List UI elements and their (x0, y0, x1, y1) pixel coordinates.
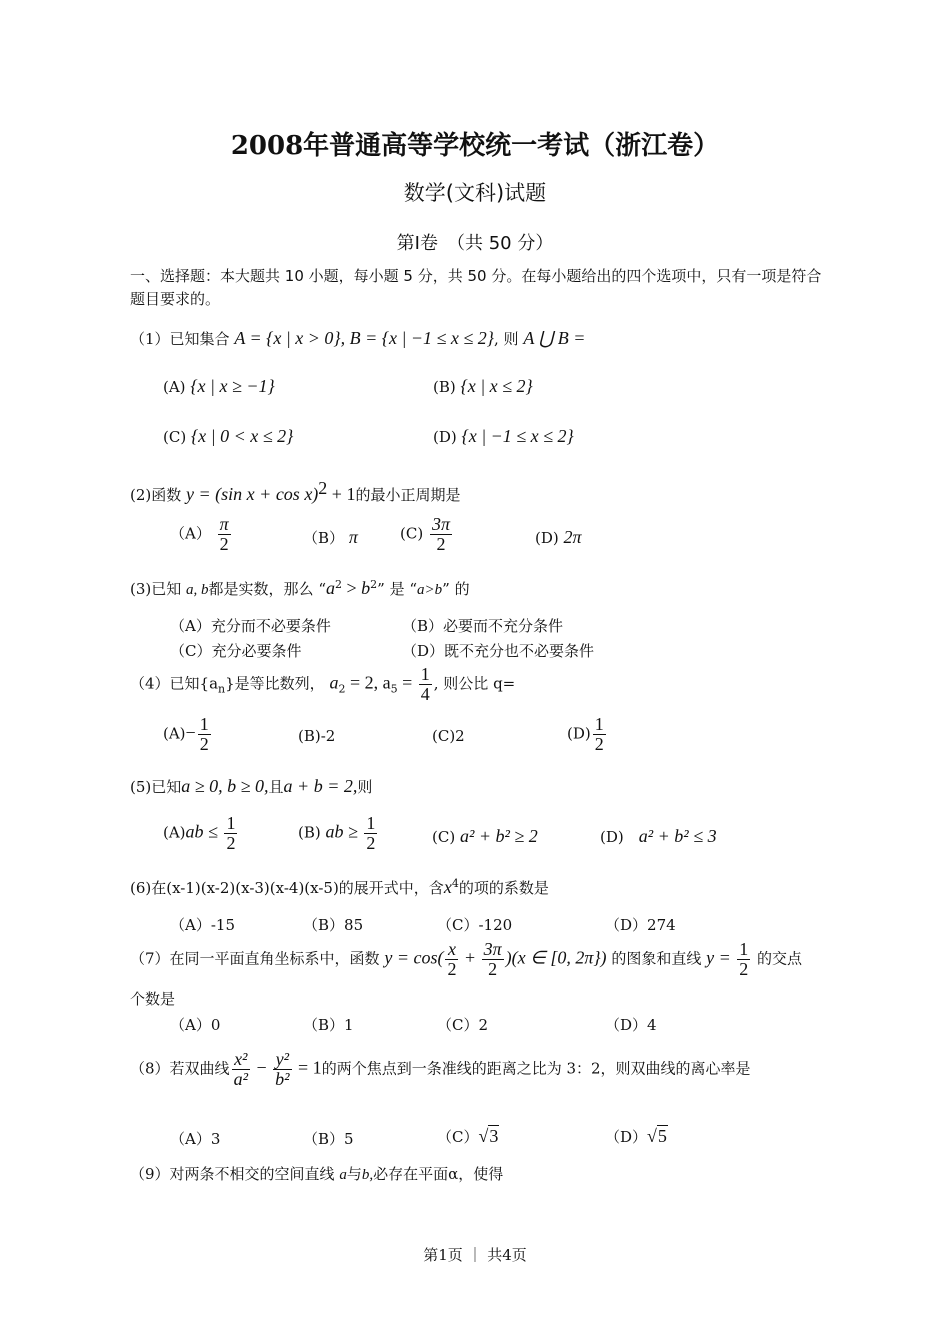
question-tail: 的最小正周期是 (355, 486, 461, 504)
equation-rhs: = 1 (293, 1057, 322, 1078)
exponent: 2 (334, 578, 342, 591)
question-stem: 已知{a (169, 674, 219, 693)
radicand: 3 (489, 1126, 499, 1146)
fraction (364, 814, 377, 853)
denominator: b² (275, 1068, 290, 1089)
operator: = (397, 672, 417, 693)
q4-option-a[interactable] (163, 715, 213, 754)
question-tail: ” 的 (442, 580, 470, 598)
q6-option-c[interactable]: （C）-120 (437, 916, 513, 934)
q4-option-b[interactable]: (B)-2 (298, 727, 336, 745)
set-expression: A = {x | x > 0}, B = {x | −1 ≤ x ≤ 2} (234, 328, 494, 348)
var-a: a (325, 578, 335, 598)
q1-option-d[interactable] (433, 426, 574, 447)
denominator: 2 (226, 832, 236, 853)
denominator: 2 (219, 533, 229, 554)
q2-option-b[interactable] (303, 527, 358, 548)
option-label: (D) (535, 529, 559, 547)
condition-expression: a ≥ 0, b ≥ 0, (181, 776, 269, 796)
denominator: 4 (420, 683, 430, 704)
question-tail: 则 (357, 778, 373, 796)
option-text: {x | −1 ≤ x ≤ 2} (461, 426, 574, 446)
question-7 (130, 940, 802, 979)
operator: > (341, 578, 362, 598)
question-stem: 函数 (151, 486, 182, 504)
q3-option-b[interactable]: （B）必要而不充分条件 (402, 617, 564, 635)
question-stem: }是等比数列， (225, 674, 325, 693)
variables: a, b (186, 582, 209, 598)
question-4 (130, 665, 515, 704)
question-number: (5) (130, 778, 152, 796)
question-stem: 已知 (151, 778, 182, 796)
fraction (445, 940, 458, 979)
option-label: (D) (600, 828, 624, 846)
question-stem: 若双曲线 (169, 1059, 230, 1078)
page-title: 2008年普通高等学校统一考试（浙江卷） (230, 131, 720, 161)
q2-option-c[interactable] (400, 515, 454, 554)
operator: + (460, 947, 480, 968)
option-label: (A) (163, 724, 186, 743)
option-label: (C) (163, 428, 187, 446)
question-number: （1） (130, 330, 170, 348)
q6-option-d[interactable]: （D）274 (605, 916, 676, 934)
page-footer: 第1页 ｜ 共4页 (423, 1246, 527, 1264)
fraction (232, 1050, 250, 1089)
question-mid: ” 是 “ (377, 580, 418, 598)
numerator: x (445, 940, 458, 960)
fraction (419, 665, 432, 704)
denominator: 2 (436, 533, 446, 554)
question-8 (130, 1050, 751, 1089)
numerator: x² (232, 1050, 250, 1070)
numerator: 1 (739, 939, 749, 959)
line-b: b, (361, 1167, 374, 1183)
denominator: a² (233, 1068, 248, 1089)
sqrt-icon: √3 (478, 1126, 499, 1146)
question-9 (130, 1163, 503, 1184)
option-text: ab ≥ (325, 821, 363, 842)
option-label: (C) (400, 524, 424, 543)
volume-heading: 第Ⅰ卷 （共 50 分） (396, 233, 554, 254)
option-text: π (348, 527, 358, 547)
question-stem: 在(x-1)(x-2)(x-3)(x-4)(x-5)的展开式中，含 (151, 879, 444, 897)
numerator: 3π (431, 514, 450, 534)
option-text: ab ≤ (185, 821, 223, 842)
question-number: （8） (130, 1059, 170, 1078)
variable: x (443, 877, 452, 897)
term: a (329, 672, 339, 693)
denominator: 2 (199, 733, 209, 754)
q7-option-c[interactable]: （C）2 (437, 1016, 489, 1034)
question-2 (130, 478, 460, 505)
fraction (198, 715, 211, 754)
option-label: (A) (163, 823, 186, 842)
question-mid: 的图象和直线 (611, 949, 702, 968)
q1-option-b[interactable] (433, 376, 533, 397)
question-number: (2) (130, 486, 152, 504)
subscript: 5 (390, 682, 398, 696)
line-expression: y = (706, 947, 736, 968)
option-label: (B) (298, 823, 321, 842)
term: = 2, a (345, 672, 391, 693)
numerator: 1 (420, 664, 430, 684)
condition: a>b (417, 582, 443, 598)
q5-option-d[interactable] (600, 826, 717, 847)
q6-option-b[interactable]: （B）85 (303, 916, 364, 934)
question-3 (130, 578, 470, 599)
q2-option-d[interactable] (535, 527, 582, 548)
subscript: n (218, 682, 226, 696)
question-number: (6) (130, 879, 152, 897)
numerator: y² (273, 1050, 291, 1070)
fraction (430, 515, 452, 554)
question-5 (130, 776, 372, 797)
function-expression: y = (sin x + cos x) (186, 484, 319, 504)
question-number: （4） (130, 674, 170, 693)
numerator: π (219, 514, 229, 534)
sign: − (185, 722, 196, 743)
q7-option-b[interactable]: （B）1 (303, 1016, 354, 1034)
section-intro: 一、选择题：本大题共 10 小题，每小题 5 分，共 50 分。在每小题给出的四个选项中，只有一项是符合题目要求的。 (130, 267, 822, 308)
fraction (593, 715, 606, 754)
denominator: 2 (366, 832, 376, 853)
option-label: （D） (605, 1128, 648, 1146)
option-text: 2π (563, 527, 582, 547)
q4-option-d[interactable] (567, 715, 608, 754)
option-text: {x | x ≥ −1} (190, 376, 275, 396)
q1-option-a[interactable] (163, 376, 275, 397)
condition-expression: a + b = 2, (283, 776, 358, 796)
question-number: （7） (130, 949, 170, 968)
page-subtitle: 数学(文科)试题 (403, 181, 547, 205)
option-text: a² + b² ≥ 2 (459, 826, 538, 846)
function-expression: y = cos( (384, 947, 444, 968)
question-tail: 的交点 (757, 949, 803, 968)
question-tail: 必存在平面α，使得 (373, 1165, 504, 1183)
question-stem: 对两条不相交的空间直线 (169, 1165, 335, 1183)
option-label: (A) (163, 378, 186, 396)
numerator: 1 (594, 714, 604, 734)
subscript: 2 (338, 682, 346, 696)
q8-option-c[interactable] (437, 1126, 499, 1147)
option-label: （B） (303, 529, 345, 547)
q6-option-a[interactable]: （A）-15 (170, 916, 235, 934)
question-tail: , 则 (494, 330, 519, 348)
union-expression: A ⋃ B = (523, 328, 586, 348)
question-1 (130, 328, 585, 349)
option-text: {x | x ≤ 2} (460, 376, 533, 396)
numerator: 3π (483, 939, 502, 959)
q3-option-c[interactable]: （C）充分必要条件 (170, 642, 302, 660)
question-mid: 都是实数，那么 “ (208, 580, 326, 598)
q5-option-b[interactable] (298, 814, 379, 853)
q3-option-d[interactable]: （D）既不充分也不必要条件 (402, 642, 595, 660)
option-label: （C） (437, 1128, 479, 1146)
option-label: (D) (433, 428, 457, 446)
q4-option-c[interactable]: (C)2 (432, 727, 465, 745)
numerator: 1 (226, 813, 236, 833)
question-tail: 的项的系数是 (458, 879, 549, 897)
q5-option-a[interactable] (163, 814, 239, 853)
q1-option-c[interactable] (163, 426, 293, 447)
line-a: a (339, 1167, 347, 1183)
question-7-continued: 个数是 (130, 990, 176, 1008)
fraction (737, 940, 750, 979)
operator: − (251, 1057, 272, 1078)
question-stem: 在同一平面直角坐标系中，函数 (169, 949, 380, 968)
radicand: 5 (657, 1126, 667, 1146)
q7-option-a[interactable]: （A）0 (170, 1016, 221, 1034)
conjunction: 且 (268, 778, 284, 796)
numerator: 1 (366, 813, 376, 833)
q8-option-a[interactable]: （A）3 (170, 1130, 221, 1148)
fraction (224, 814, 237, 853)
sqrt-icon: √5 (647, 1126, 667, 1146)
question-number: （9） (130, 1165, 170, 1183)
exponent: 2 (318, 478, 328, 498)
option-text: {x | 0 < x ≤ 2} (190, 426, 294, 446)
option-label: （A） (170, 524, 211, 543)
denominator: 2 (488, 958, 498, 979)
q7-option-d[interactable]: （D）4 (605, 1016, 657, 1034)
q5-option-c[interactable] (432, 826, 538, 847)
denominator: 2 (739, 958, 749, 979)
q2-option-a[interactable] (170, 515, 233, 554)
numerator: 1 (199, 714, 209, 734)
option-label: (D) (567, 724, 591, 743)
option-label: (B) (433, 378, 456, 396)
denominator: 2 (447, 958, 457, 979)
exponent: 2 (370, 578, 378, 591)
fraction (482, 940, 504, 979)
domain-expression: )(x ∈ [0, 2π}) (505, 947, 607, 968)
question-tail: , 则公比 q= (433, 674, 516, 693)
question-tail: 的两个焦点到一条准线的距离之比为 3：2，则双曲线的离心率是 (321, 1059, 751, 1078)
exponent: 4 (451, 877, 459, 890)
question-number: (3) (130, 580, 152, 598)
var-b: b (361, 578, 371, 598)
function-expression-tail: + 1 (327, 484, 356, 504)
question-stem: 已知集合 (169, 330, 230, 348)
option-label: (C) (432, 828, 456, 846)
denominator: 2 (594, 733, 604, 754)
question-stem: 已知 (151, 580, 182, 598)
fraction (273, 1050, 291, 1089)
option-text: a² + b² ≤ 3 (638, 826, 717, 846)
q8-option-d[interactable] (605, 1126, 668, 1147)
q8-option-b[interactable]: （B）5 (303, 1130, 354, 1148)
q3-option-a[interactable]: （A）充分而不必要条件 (170, 617, 331, 635)
question-mid: 与 (346, 1165, 362, 1183)
fraction (218, 515, 231, 554)
question-6 (130, 877, 549, 898)
